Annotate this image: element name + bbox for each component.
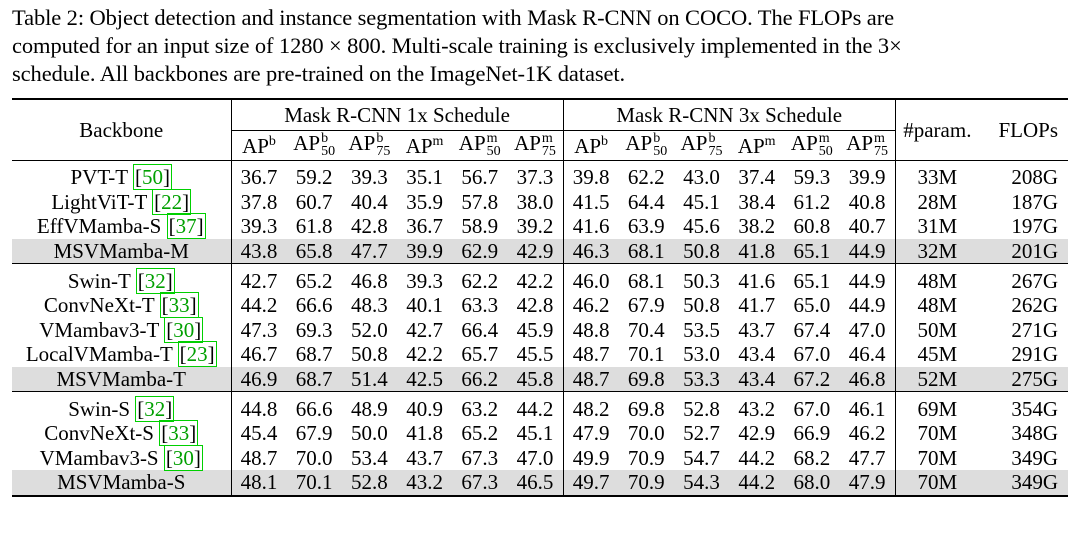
param-cell: 69M <box>895 396 979 421</box>
value-1x: 50.8 <box>351 342 388 367</box>
value-1x: 66.2 <box>452 367 507 392</box>
value-3x: 40.8 <box>848 189 886 214</box>
value-1x: 46.8 <box>351 268 388 293</box>
value-3x: 41.5 <box>563 190 619 215</box>
table-row <box>12 470 1068 496</box>
backbone-cell <box>12 421 231 446</box>
value-3x: 43.7 <box>738 317 776 342</box>
value-3x: 62.2 <box>627 165 665 190</box>
value-3x: 42.9 <box>738 421 776 446</box>
metric-sup: b <box>376 130 384 146</box>
value-3x: 52.7 <box>683 421 720 446</box>
metric-base: AP <box>348 131 376 156</box>
table-caption <box>12 4 1072 88</box>
citation-link[interactable]: [30] <box>166 317 202 342</box>
backbone-name: VMambav3-S <box>39 445 159 470</box>
backbone-cell <box>12 470 231 496</box>
value-1x: 46.7 <box>231 342 287 367</box>
value-1x: 37.8 <box>231 190 287 215</box>
backbone-cell <box>12 342 231 367</box>
value-1x: 39.3 <box>231 214 287 239</box>
citation-link[interactable]: [32] <box>137 396 173 421</box>
param-cell: 50M <box>895 318 979 343</box>
value-1x: 51.4 <box>342 367 397 392</box>
metric-base: AP <box>625 131 653 156</box>
value-3x: 43.0 <box>683 165 720 190</box>
metric-sup: m <box>818 130 830 146</box>
value-1x: 67.3 <box>461 445 499 470</box>
value-1x: 35.1 <box>406 165 443 190</box>
header-metric-1x-5 <box>507 131 563 161</box>
citation-link[interactable]: [30] <box>165 445 201 470</box>
metric-base: AP <box>790 131 818 156</box>
table-row <box>12 190 1068 215</box>
value-1x: 45.8 <box>507 367 563 392</box>
citation-link[interactable]: [32] <box>137 268 173 293</box>
value-1x: 59.2 <box>295 165 333 190</box>
value-1x: 63.3 <box>461 293 499 318</box>
value-1x: 36.7 <box>406 214 443 239</box>
header-flops: FLOPs <box>979 99 1068 161</box>
value-3x: 65.1 <box>784 239 839 264</box>
backbone-cell <box>12 239 231 264</box>
metric-sub: 75 <box>708 143 723 159</box>
header-metric-3x-1 <box>619 131 674 161</box>
header-backbone: Backbone <box>12 99 231 161</box>
value-3x: 45.6 <box>683 214 720 239</box>
table-row <box>12 396 1068 421</box>
metric-sup: b <box>653 130 661 146</box>
value-3x: 44.2 <box>738 445 776 470</box>
metric-base: AP <box>680 131 708 156</box>
value-1x: 48.9 <box>351 396 388 421</box>
value-3x: 41.6 <box>563 214 619 239</box>
header-schedule-3x: Mask R-CNN 3x Schedule <box>563 99 895 131</box>
caption-line: computed for an input size of 1280 × 800. Multi-scale training is exclusively implemented in the 3× <box>12 33 902 58</box>
value-3x: 48.8 <box>563 318 619 343</box>
value-1x: 52.8 <box>342 470 397 496</box>
table-row <box>12 214 1068 239</box>
metric-base: AP <box>293 131 321 156</box>
table-row <box>12 446 1068 471</box>
value-3x: 68.1 <box>627 268 665 293</box>
value-1x: 53.4 <box>351 445 388 470</box>
results-table <box>12 98 1068 497</box>
value-3x: 70.4 <box>627 317 665 342</box>
backbone-cell <box>12 367 231 392</box>
value-1x: 50.0 <box>351 421 388 446</box>
metric-sup: m <box>486 130 498 146</box>
flops-cell: 349G <box>1011 445 1058 470</box>
value-1x: 58.9 <box>461 214 499 239</box>
backbone-cell <box>12 293 231 318</box>
value-1x: 41.8 <box>406 421 443 446</box>
value-3x: 65.0 <box>793 293 831 318</box>
param-cell: 33M <box>895 165 979 190</box>
backbone-name: Swin-S <box>68 396 131 421</box>
table-row <box>12 239 1068 264</box>
metric-base: AP <box>737 133 765 158</box>
param-cell: 48M <box>895 293 979 318</box>
value-1x: 44.8 <box>231 396 287 421</box>
metric-sup: b <box>708 130 716 146</box>
value-1x: 36.7 <box>231 165 287 190</box>
value-1x: 47.0 <box>516 445 554 470</box>
value-3x: 50.8 <box>674 239 729 264</box>
value-1x: 42.5 <box>397 367 452 392</box>
value-1x: 56.7 <box>461 165 499 190</box>
value-3x: 46.1 <box>848 396 886 421</box>
value-3x: 66.9 <box>793 421 831 446</box>
backbone-name: EffVMamba-S <box>36 214 162 239</box>
metric-sub: 50 <box>818 143 833 159</box>
value-3x: 47.9 <box>839 470 895 496</box>
value-1x: 45.5 <box>516 342 554 367</box>
table-row <box>12 268 1068 293</box>
backbone-name: ConvNeXt-T <box>43 293 155 318</box>
value-1x: 40.1 <box>406 293 443 318</box>
param-cell: 31M <box>895 214 979 239</box>
value-1x: 70.1 <box>287 470 342 496</box>
value-3x: 64.4 <box>627 189 665 214</box>
value-3x: 41.8 <box>729 239 784 264</box>
value-1x: 39.9 <box>397 239 452 264</box>
citation-link[interactable]: [33] <box>161 293 197 318</box>
metric-base: AP <box>514 131 541 156</box>
citation-link[interactable]: [37] <box>168 214 204 239</box>
value-3x: 45.1 <box>683 189 720 214</box>
metric-sub: 75 <box>376 143 391 159</box>
metric-base: AP <box>405 133 433 158</box>
value-3x: 48.7 <box>563 342 619 367</box>
value-3x: 68.0 <box>784 470 839 496</box>
value-1x: 45.1 <box>516 421 554 446</box>
value-3x: 47.7 <box>848 445 886 470</box>
value-1x: 47.3 <box>231 318 287 343</box>
metric-sub: 50 <box>486 143 501 159</box>
header-metric-1x-0 <box>231 131 287 161</box>
backbone-name: LightViT-T <box>51 189 147 214</box>
value-1x: 65.8 <box>287 239 342 264</box>
value-3x: 68.2 <box>793 445 831 470</box>
value-1x: 48.3 <box>351 293 388 318</box>
metric-sup: b <box>268 133 276 149</box>
citation-link[interactable]: [22] <box>154 189 190 214</box>
caption-line: schedule. All backbones are pre-trained on the ImageNet-1K dataset. <box>12 61 626 86</box>
table-row <box>12 342 1068 367</box>
backbone-cell <box>12 318 231 343</box>
flops-cell: 348G <box>1011 421 1058 446</box>
flops-cell: 262G <box>1011 293 1058 318</box>
header-metric-3x-2 <box>674 131 729 161</box>
value-1x: 66.6 <box>295 396 333 421</box>
value-1x: 39.3 <box>351 165 388 190</box>
metric-base: AP <box>458 131 486 156</box>
backbone-name: ConvNeXt-S <box>44 421 154 446</box>
value-3x: 43.4 <box>738 342 776 367</box>
value-3x: 63.9 <box>627 214 665 239</box>
value-3x: 53.5 <box>683 317 720 342</box>
value-1x: 39.2 <box>516 214 554 239</box>
value-3x: 67.0 <box>793 396 831 421</box>
value-3x: 39.8 <box>563 165 619 190</box>
value-1x: 35.9 <box>406 189 443 214</box>
value-3x: 53.0 <box>683 342 720 367</box>
value-1x: 46.5 <box>507 470 563 496</box>
flops-cell: 275G <box>979 367 1068 392</box>
backbone-name: MSVMamba-M <box>53 239 189 264</box>
value-3x: 67.2 <box>784 367 839 392</box>
value-1x: 69.3 <box>295 317 333 342</box>
flops-cell: 291G <box>1011 342 1058 367</box>
value-3x: 67.9 <box>627 293 665 318</box>
backbone-name: MSVMamba-T <box>56 367 186 392</box>
value-3x: 37.4 <box>738 165 776 190</box>
value-3x: 46.4 <box>848 342 886 367</box>
value-1x: 66.6 <box>295 293 333 318</box>
value-3x: 49.9 <box>563 446 619 471</box>
value-3x: 50.3 <box>683 268 720 293</box>
metric-base: AP <box>242 133 269 158</box>
flops-cell: 267G <box>1011 268 1058 293</box>
metric-base: AP <box>846 131 874 156</box>
table-row <box>12 318 1068 343</box>
value-3x: 50.8 <box>683 293 720 318</box>
value-3x: 44.9 <box>848 293 886 318</box>
value-1x: 42.8 <box>516 293 554 318</box>
value-1x: 68.7 <box>287 367 342 392</box>
value-1x: 68.7 <box>295 342 333 367</box>
value-3x: 41.6 <box>738 268 776 293</box>
value-1x: 66.4 <box>461 317 499 342</box>
value-1x: 38.0 <box>516 189 554 214</box>
value-3x: 41.7 <box>738 293 776 318</box>
backbone-name: LocalVMamba-T <box>25 342 173 367</box>
value-3x: 70.9 <box>619 470 674 496</box>
flops-cell: 271G <box>1011 317 1058 342</box>
backbone-name: VMambav3-T <box>39 317 159 342</box>
value-3x: 69.8 <box>627 396 665 421</box>
value-1x: 48.1 <box>231 470 287 496</box>
param-cell: 48M <box>895 268 979 293</box>
header-metric-1x-3 <box>397 131 452 161</box>
table-row <box>12 367 1068 392</box>
flops-cell: 349G <box>979 470 1068 496</box>
value-3x: 43.4 <box>729 367 784 392</box>
value-1x: 65.2 <box>295 268 333 293</box>
value-3x: 39.9 <box>848 165 886 190</box>
value-1x: 43.8 <box>231 239 287 264</box>
value-3x: 38.2 <box>738 214 776 239</box>
value-1x: 60.7 <box>295 189 333 214</box>
value-1x: 45.9 <box>516 317 554 342</box>
value-1x: 42.9 <box>507 239 563 264</box>
value-1x: 43.2 <box>397 470 452 496</box>
value-3x: 54.3 <box>674 470 729 496</box>
value-1x: 44.2 <box>231 293 287 318</box>
backbone-cell <box>12 214 231 239</box>
value-3x: 54.7 <box>683 445 720 470</box>
header-metric-1x-2 <box>342 131 397 161</box>
table-row <box>12 421 1068 446</box>
backbone-name: MSVMamba-S <box>57 470 186 495</box>
value-3x: 48.2 <box>563 396 619 421</box>
caption-line: Table 2: Object detection and instance segmentation with Mask R-CNN on COCO. The FLOPs are <box>12 5 894 30</box>
value-3x: 48.7 <box>563 367 619 392</box>
value-3x: 46.8 <box>839 367 895 392</box>
metric-sup: m <box>432 133 444 149</box>
metric-sub: 75 <box>874 143 889 159</box>
table-row <box>12 293 1068 318</box>
value-3x: 46.2 <box>563 293 619 318</box>
header-schedule-1x: Mask R-CNN 1x Schedule <box>231 99 563 131</box>
metric-sub: 50 <box>653 143 668 159</box>
value-1x: 48.7 <box>231 446 287 471</box>
metric-sup: m <box>874 130 885 146</box>
header-param: #param. <box>895 99 979 161</box>
value-1x: 40.9 <box>406 396 443 421</box>
value-1x: 67.3 <box>452 470 507 496</box>
header-metric-1x-1 <box>287 131 342 161</box>
citation-link[interactable]: [23] <box>179 342 215 367</box>
flops-cell: 354G <box>1011 396 1058 421</box>
value-1x: 70.0 <box>295 445 333 470</box>
flops-cell: 187G <box>1011 189 1058 214</box>
value-1x: 46.9 <box>231 367 287 392</box>
header-metric-3x-3 <box>729 131 784 161</box>
value-1x: 67.9 <box>295 421 333 446</box>
param-cell: 52M <box>895 367 979 392</box>
value-3x: 49.7 <box>563 470 619 496</box>
metric-sub: 50 <box>321 143 336 159</box>
backbone-cell <box>12 190 231 215</box>
value-1x: 57.8 <box>461 189 499 214</box>
value-1x: 42.8 <box>351 214 388 239</box>
value-1x: 62.2 <box>461 268 499 293</box>
value-3x: 40.7 <box>848 214 886 239</box>
backbone-cell <box>12 446 231 471</box>
value-3x: 43.2 <box>738 396 776 421</box>
value-1x: 39.3 <box>406 268 443 293</box>
citation-link[interactable]: [33] <box>161 421 197 446</box>
value-1x: 65.7 <box>461 342 499 367</box>
value-1x: 42.2 <box>516 268 554 293</box>
metric-sup: m <box>764 133 776 149</box>
table-row <box>12 165 1068 190</box>
value-3x: 44.9 <box>839 239 895 264</box>
backbone-name: Swin-T <box>67 268 131 293</box>
value-3x: 47.0 <box>848 317 886 342</box>
value-1x: 65.2 <box>461 421 499 446</box>
value-3x: 68.1 <box>619 239 674 264</box>
param-cell: 28M <box>895 190 979 215</box>
value-3x: 46.3 <box>563 239 619 264</box>
value-3x: 46.0 <box>563 268 619 293</box>
header-metric-1x-4 <box>452 131 507 161</box>
flops-cell: 197G <box>1011 214 1058 239</box>
value-3x: 70.0 <box>627 421 665 446</box>
value-1x: 44.2 <box>516 396 554 421</box>
param-cell: 45M <box>895 342 979 367</box>
param-cell: 70M <box>895 421 979 446</box>
value-3x: 44.9 <box>848 268 886 293</box>
value-3x: 47.9 <box>563 421 619 446</box>
value-1x: 40.4 <box>351 189 388 214</box>
value-3x: 52.8 <box>683 396 720 421</box>
value-3x: 70.9 <box>627 445 665 470</box>
value-3x: 61.2 <box>793 189 831 214</box>
param-cell: 32M <box>895 239 979 264</box>
backbone-cell <box>12 396 231 421</box>
value-1x: 61.8 <box>295 214 333 239</box>
header-row-top <box>12 99 1068 131</box>
value-1x: 45.4 <box>231 421 287 446</box>
value-1x: 42.2 <box>406 342 443 367</box>
value-3x: 60.8 <box>793 214 831 239</box>
value-3x: 59.3 <box>793 165 831 190</box>
value-1x: 52.0 <box>351 317 388 342</box>
value-1x: 47.7 <box>342 239 397 264</box>
metric-base: AP <box>574 133 602 158</box>
backbone-name: PVT-T <box>70 165 128 190</box>
param-cell: 70M <box>895 446 979 471</box>
value-1x: 62.9 <box>452 239 507 264</box>
value-3x: 69.8 <box>619 367 674 392</box>
value-3x: 70.1 <box>627 342 665 367</box>
value-3x: 67.4 <box>793 317 831 342</box>
value-1x: 43.7 <box>406 445 443 470</box>
backbone-cell <box>12 165 231 190</box>
value-3x: 53.3 <box>674 367 729 392</box>
value-3x: 65.1 <box>793 268 831 293</box>
metric-sub: 75 <box>541 143 556 159</box>
value-1x: 42.7 <box>231 268 287 293</box>
header-metric-3x-5 <box>839 131 895 161</box>
metric-sup: m <box>541 130 553 146</box>
flops-cell: 201G <box>979 239 1068 264</box>
header-metric-3x-0 <box>563 131 619 161</box>
value-3x: 38.4 <box>738 189 776 214</box>
value-3x: 44.2 <box>729 470 784 496</box>
header-metric-3x-4 <box>784 131 839 161</box>
citation-link[interactable]: [50] <box>134 165 170 190</box>
value-1x: 42.7 <box>406 317 443 342</box>
value-3x: 46.2 <box>848 421 886 446</box>
metric-sup: b <box>601 133 609 149</box>
value-1x: 37.3 <box>516 165 554 190</box>
param-cell: 70M <box>895 470 979 496</box>
backbone-cell <box>12 268 231 293</box>
value-1x: 63.2 <box>461 396 499 421</box>
flops-cell: 208G <box>1011 165 1058 190</box>
metric-sup: b <box>321 130 329 146</box>
value-3x: 67.0 <box>793 342 831 367</box>
